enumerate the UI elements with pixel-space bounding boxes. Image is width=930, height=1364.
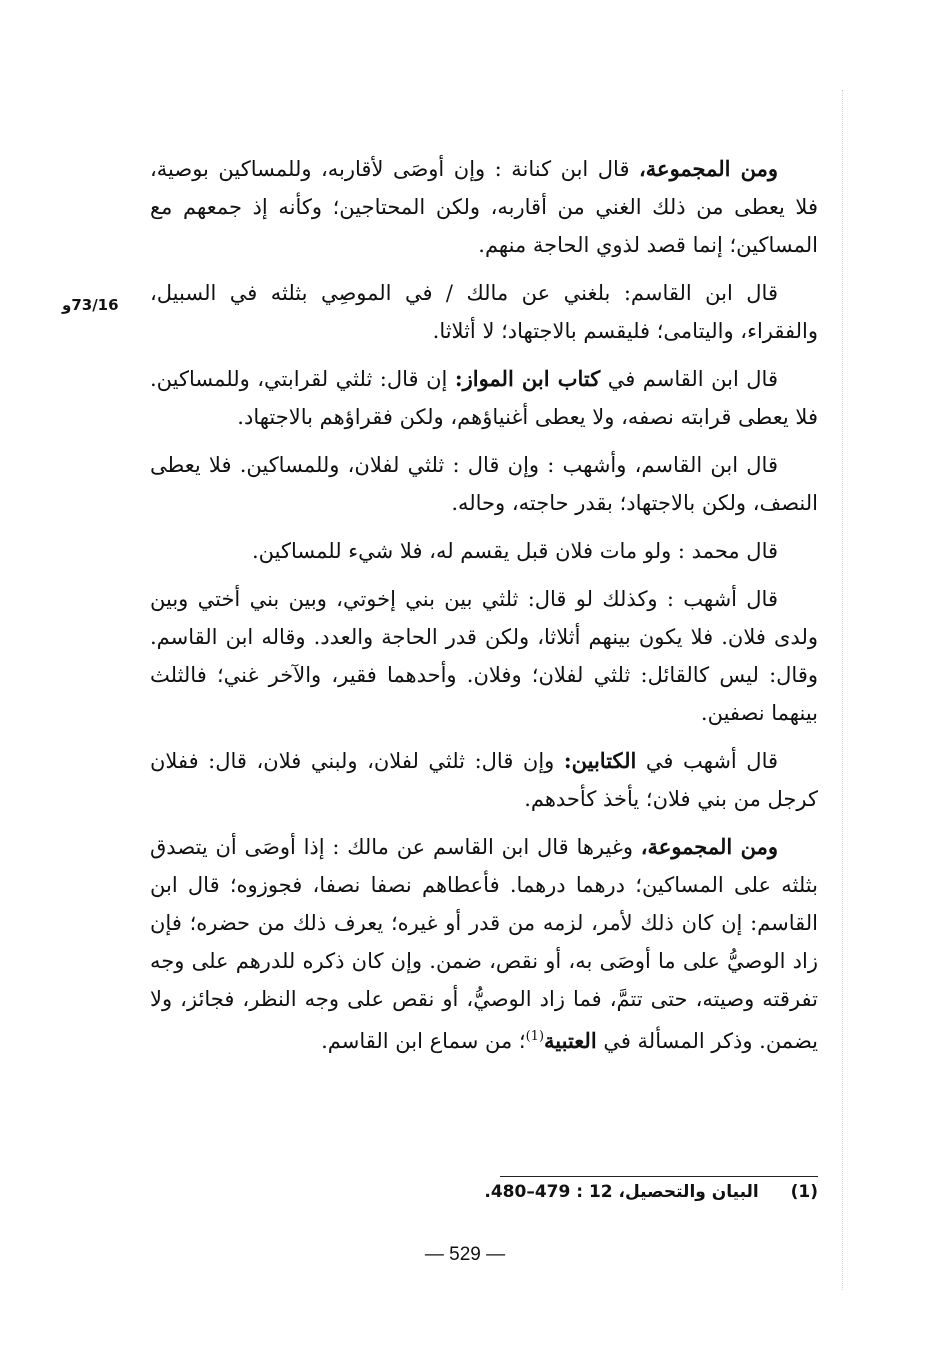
source-title: ومن المجموعة، <box>640 834 779 859</box>
source-title: كتاب ابن المواز: <box>454 366 601 391</box>
source-title: العتبية <box>544 1028 597 1053</box>
paragraph-text: قال ابن القاسم، وأشهب : وإن قال : ثلثي لفلان، وللمساكين. فلا يعطى النصف، ولكن بالاجتهاد؛ بقدر حاجته، وحاله. <box>150 453 818 515</box>
page-number: — 529 — <box>424 1244 506 1265</box>
paragraph-text: ؛ من سماع ابن القاسم. <box>321 1029 526 1053</box>
paragraph-text: وغيرها قال ابن القاسم عن مالك : إذا أوصَى أن يتصدق بثلثه على المساكين؛ درهما درهما. فأعطاهم نصفا نصفا، فجوزوه؛ قال ابن القاسم: إن كان ذلك لأمر، لزمه من قدر أو غيره؛ يعرف ذلك من حضره؛ فإن زاد الوصيُّ على ما أوصَى به، أو نقص، ضمن. وإن كان ذكره للدرهم على وجه تفرقته وصيته، حتى تتمَّ، فما زاد الوصيُّ، أو نقص على وجه النظر، فجائز، ولا يضمن. وذكر المسألة في <box>150 835 818 1053</box>
main-text <box>150 150 818 1070</box>
footnote-text: البيان والتحصيل، 12 : 479–480. <box>484 1182 759 1202</box>
paragraph-8 <box>150 828 818 1060</box>
footnote-divider <box>500 1176 818 1177</box>
source-title: ومن المجموعة، <box>639 156 779 181</box>
paragraph-2 <box>150 274 818 350</box>
source-title: الكتابين: <box>563 748 637 773</box>
paragraph-3 <box>150 360 818 436</box>
paragraph-text: قال ابن القاسم في <box>600 367 778 391</box>
paragraph-6 <box>150 580 818 732</box>
paragraph-5 <box>150 532 818 570</box>
paragraph-text: قال أشهب : وكذلك لو قال: ثلثي بين بني إخوتي، وبين بني أختي وبين ولدى فلان. فلا يكون بينهم أثلاثا، ولكن قدر الحاجة والعدد. وقاله ابن القاسم. وقال: ليس كالقائل: ثلثي لفلان؛ وفلان. وأحدهما فقير، والآخر غني؛ فالثلث بينهما نصفين. <box>150 587 818 725</box>
paragraph-text: قال ابن القاسم: بلغني عن مالك / في الموصِي بثلثه في السبيل، والفقراء، واليتامى؛ فليقسم بالاجتهاد؛ لا أثلاثا. <box>150 281 818 343</box>
paragraph-text: وإن قال: ثلثي لفلان، ولبني فلان، قال: ففلان كرجل من بني فلان؛ يأخذ كأحدهم. <box>150 749 818 811</box>
paragraph-text: قال أشهب في <box>636 749 779 773</box>
paragraph-text: قال محمد : ولو مات فلان قبل يقسم له، فلا شيء للمساكين. <box>251 539 778 563</box>
paragraph-7 <box>150 742 818 818</box>
paragraph-text: إن قال: ثلثي لقرابتي، وللمساكين. فلا يعطى قرابته نصفه، ولا يعطى أغنياؤهم، ولكن فقراؤهم بالاجتهاد. <box>150 367 818 429</box>
footnote-reference: (1) <box>525 1029 545 1044</box>
folio-margin-note: 73/16و <box>62 296 119 314</box>
footnote <box>480 1182 818 1202</box>
paragraph-text: قال ابن كنانة : وإن أوصَى لأقاربه، وللمساكين بوصية، فلا يعطى من ذلك الغني من أقاربه، ولكن المحتاجين؛ وكأنه إذ جمعهم مع المساكين؛ إنما قصد لذوي الحاجة منهم. <box>150 157 818 257</box>
paragraph-4 <box>150 446 818 522</box>
footnote-marker: (1) <box>790 1182 818 1202</box>
page-edge-shadow <box>842 90 843 1290</box>
paragraph-1 <box>150 150 818 264</box>
